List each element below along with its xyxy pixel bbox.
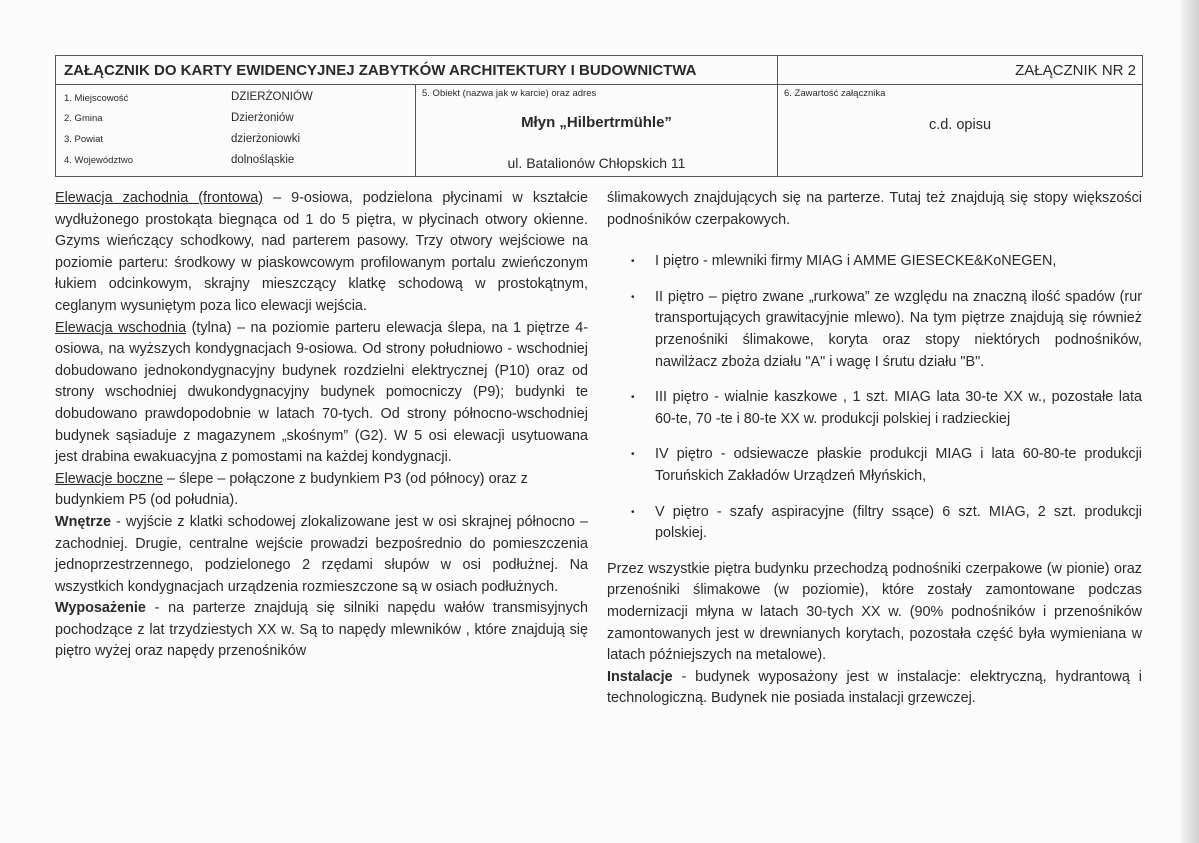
interior-text: - wyjście z klatki schodowej zlokalizowane jest w osi skrajnej północno – zachodniej. Drugie, centralne wejście prowadzi bezpośrednio do pomieszczenia jednoprzestrzennego, podzielonego 2 rzędami słupów w osi podłużnej. Na wszystkich kondygnacjach urządzenia rozmieszczone są w osiach podłużnych.: [55, 513, 588, 595]
equipment-paragraph: [55, 598, 588, 663]
object-name: Młyn „Hilbertrmühle”: [521, 114, 672, 131]
bullet-icon: •: [631, 449, 635, 461]
left-column: [55, 188, 588, 663]
scan-edge: [1181, 0, 1199, 843]
list-item-text: I piętro - mlewniki firmy MIAG i AMME GIESECKE&KoNEGEN,: [655, 253, 1057, 270]
header-title: ZAŁĄCZNIK DO KARTY EWIDENCYJNEJ ZABYTKÓW ARCHITEKTURY I BUDOWNICTWA: [56, 56, 778, 85]
east-elevation-paragraph: [55, 318, 588, 469]
list-item-text: V piętro - szafy aspiracyjne (filtry ssące) 6 szt. MIAG, 2 szt. produkcji polskiej.: [655, 503, 1142, 542]
object-label: 5. Obiekt (nazwa jak w karcie) oraz adres: [422, 88, 597, 99]
side-elevations-heading: Elewacje boczne: [55, 470, 163, 487]
list-item: [607, 287, 1142, 373]
floor-list: [607, 251, 1142, 545]
list-item: [607, 444, 1142, 487]
list-item: [607, 502, 1142, 545]
installations-heading: Instalacje: [607, 668, 673, 685]
bullet-icon: •: [631, 506, 635, 518]
field-label-locality: 1. Miejscowość: [64, 93, 129, 104]
field-value-locality: DZIERŻONIÓW: [231, 91, 313, 103]
installations-text: - budynek wyposażony jest w instalacje: elektryczną, hydrantową i technologiczną. Budynek nie posiada instalacji grzewczej.: [607, 668, 1142, 707]
east-elevation-heading: Elewacja wschodnia: [55, 319, 187, 336]
list-item-text: II piętro – piętro zwane „rurkowa” ze względu na znaczną ilość spadów (rur transportujących grawitacyjnie mlewo). Na tym piętrze znajdują się również przenośniki ślimakowe, koryta oraz stopy niektórych podnośników, nawilżacz zboża działu "A" i wagę I śrutu działu "B".: [655, 288, 1142, 370]
side-elevations-paragraph: [55, 469, 588, 512]
object-address: ul. Batalionów Chłopskich 11: [507, 155, 686, 171]
header-title-row: [56, 56, 1142, 85]
installations-paragraph: [607, 667, 1142, 710]
location-fields: [56, 85, 416, 176]
west-elevation-paragraph: [55, 188, 588, 318]
elevators-paragraph: Przez wszystkie piętra budynku przechodzą podnośniki czerpakowe (w pionie) oraz przenośniki ślimakowe (w poziomie), które zostały zamontowane podczas modernizacji młyna w latach 30-tych XX w. (90% podnośników i przenośników zamontowanych jest w drewnianych korytach, pozostała część była wymieniana w latach późniejszych na metalowe).: [607, 560, 1142, 664]
bullet-icon: •: [631, 256, 635, 268]
header-table: [55, 55, 1143, 177]
field-value-district: dzierżoniowki: [231, 133, 301, 145]
attachment-number: ZAŁĄCZNIK NR 2: [1015, 62, 1136, 79]
content-cell: [778, 85, 1142, 176]
side-elevations-text: – ślepe – połączone z budynkiem P3 (od północy) oraz z budynkiem P5 (od południa).: [55, 470, 528, 509]
interior-paragraph: [55, 512, 588, 598]
field-value-voivodeship: dolnośląskie: [231, 154, 295, 166]
west-elevation-heading: Elewacja zachodnia (frontowa): [55, 190, 264, 206]
continuation-paragraph: ślimakowych znajdujących się na parterze. Tutaj też znajdują się stopy większości podnośników czerpakowych.: [607, 190, 1142, 228]
content-label: 6. Zawartość załącznika: [784, 88, 886, 99]
field-label-commune: 2. Gmina: [64, 113, 103, 124]
field-label-district: 3. Powiat: [64, 134, 104, 145]
object-cell: [416, 85, 778, 176]
list-item: [607, 387, 1142, 430]
bullet-icon: •: [631, 291, 635, 303]
list-item-text: IV piętro - odsiewacze płaskie produkcji MIAG i lata 60-80-te produkcji Toruńskich Zakładów Urządzeń Młyńskich,: [655, 446, 1142, 484]
field-label-voivodeship: 4. Województwo: [64, 155, 133, 166]
east-elevation-text: (tylna) – na poziomie parteru elewacja ślepa, na 1 piętrze 4-osiowa, na wyższych kondygnacjach 9-osiowa. Od strony południowo - wschodniej dobudowano jednokondygnacyjny budynek rozdzielni elektrycznej (P10) oraz od strony wschodniej dwukondygnacyjny budynek pomocniczy (P9); budynki te dobudowano prawdopodobnie w latach 70-tych. Od strony północno-wschodniej budynek sąsiaduje z magazynem „skośnym” (G2). W 5 osi elewacji usytuowana jest drabina ewakuacyjna z pomostami na każdej kondygnacji.: [55, 319, 588, 466]
equipment-text: - na parterze znajdują się silniki napędu wałów transmisyjnych pochodzące z lat trzydziestych XX w. Są to napędy mlewników , które znajdują się piętro wyżej oraz napędy przenośników: [55, 600, 588, 660]
interior-heading: Wnętrze: [55, 513, 111, 530]
right-column: [607, 188, 1142, 710]
list-item: [607, 251, 1142, 273]
content-value: c.d. opisu: [928, 117, 992, 133]
equipment-heading: Wyposażenie: [55, 600, 146, 617]
list-item-text: III piętro - wialnie kaszkowe , 1 szt. MIAG lata 30-te XX w., pozostałe lata 60-te, 70 -te i 80-te XX w. produkcji polskiej i radzieckiej: [655, 389, 1142, 427]
field-value-commune: Dzierżoniów: [231, 112, 294, 124]
west-elevation-text: – 9-osiowa, podzielona płycinami w kształcie wydłużonego prostokąta biegnąca od 1 do 5 piętra, w płycinach otwory okienne. Gzyms wieńczący schodkowy, nad parterem pasowy. Trzy otwory wejściowe na poziomie parteru: środkowy w piaskowcowym profilowanym portalu zwieńczonym łukiem odcinkowym, skrajny mieszczący klatkę schodową w prostokątnym, ceglanym wysuniętym poza lico elewacji wejścia.: [55, 190, 588, 314]
bullet-icon: •: [631, 392, 635, 404]
